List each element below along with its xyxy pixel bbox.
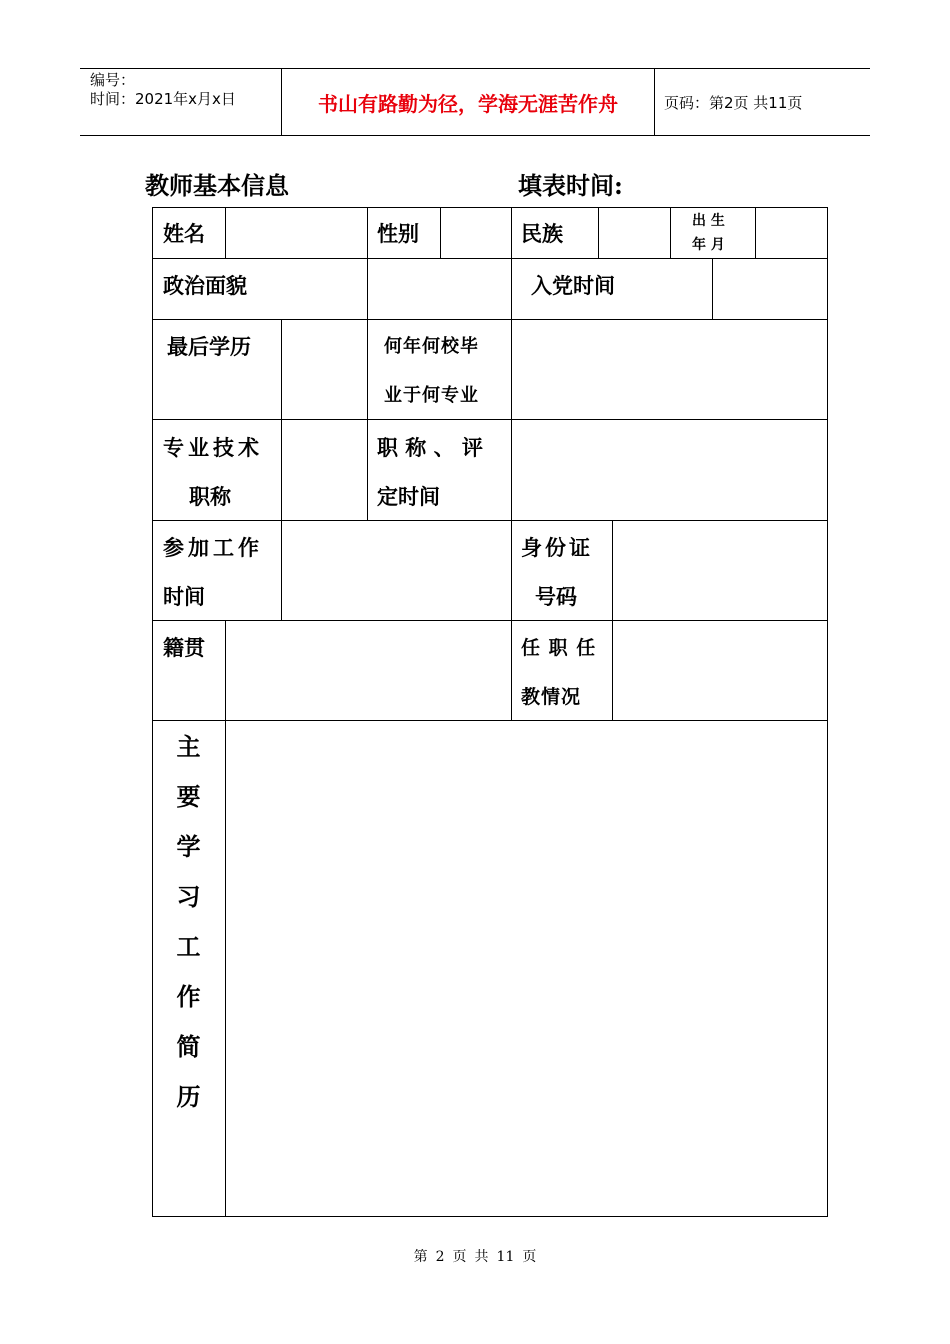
footer-total-pages: 11 [496,1249,515,1265]
label-work-start-line1: 参加工作 [163,535,263,560]
table-rule [152,207,828,208]
resume-char: 要 [176,782,201,811]
label-ethnicity: 民族 [521,221,563,246]
label-party-join-time: 入党时间 [531,273,615,298]
footer-ye: 页 [522,1249,537,1265]
resume-char: 作 [176,982,201,1011]
resume-char: 简 [176,1032,201,1061]
fill-time-label: 填表时间: [518,171,623,200]
header-page-info: 页码：第2页 共11页 [664,94,803,112]
label-birth-line2: 年 月 [692,237,725,253]
label-prof-title-line2: 职称 [189,484,231,509]
table-rule [281,520,282,621]
table-rule [152,620,828,621]
footer-ye: 页 [452,1249,467,1265]
resume-char: 历 [176,1082,201,1111]
table-rule [712,258,713,320]
table-rule [612,620,613,721]
table-rule [152,319,828,320]
table-rule [152,1216,828,1217]
label-birth-line1: 出 生 [692,213,725,229]
label-gender: 性别 [377,221,419,246]
table-rule [598,207,599,259]
header-divider-right [654,69,655,136]
label-teaching-line1: 任 职 任 [521,637,597,659]
table-rule [367,319,368,521]
table-rule [511,319,512,521]
header-time-label: 时间：2021年x月x日 [90,90,236,108]
label-grad-line2: 业于何专业 [384,385,479,406]
label-political-status: 政治面貌 [163,273,247,298]
footer-gong: 共 [474,1249,489,1265]
label-resume [152,722,225,1122]
resume-char: 主 [176,732,201,761]
label-last-education: 最后学历 [167,334,251,359]
label-native-place: 籍贯 [163,635,205,660]
table-rule [511,258,512,320]
page-footer [0,1246,950,1266]
table-rule [367,207,368,259]
form-title: 教师基本信息 [145,171,289,200]
label-name: 姓名 [163,221,205,246]
label-grad-line1: 何年何校毕 [384,336,479,357]
table-rule [152,520,828,521]
header-top-rule [80,68,870,69]
table-rule [225,620,226,721]
table-rule [281,319,282,521]
table-rule [511,207,512,259]
table-rule [670,207,671,259]
resume-char: 工 [176,932,201,961]
label-teaching-line2: 教情况 [521,686,582,708]
table-rule [612,520,613,621]
footer-di: 第 [413,1249,428,1265]
footer-page-number: 2 [435,1249,445,1265]
table-rule [152,419,828,420]
label-id-line2: 号码 [535,584,577,609]
label-prof-title-line1: 专业技术 [163,435,263,460]
label-title-eval-line1: 职 称 、 评 [377,435,483,460]
table-rule [225,720,226,1217]
table-rule [225,207,226,259]
label-title-eval-line2: 定时间 [377,484,440,509]
label-id-line1: 身份证 [521,535,593,560]
table-rule [755,207,756,259]
table-rule [827,207,828,1217]
resume-char: 习 [176,882,201,911]
label-work-start-line2: 时间 [163,584,205,609]
header-bottom-rule [80,135,870,136]
table-rule [152,258,828,259]
header-motto: 书山有路勤为径，学海无涯苦作舟 [318,92,618,116]
table-rule [367,258,368,320]
header-number-label: 编号： [90,71,136,89]
table-rule [511,520,512,621]
table-rule [440,207,441,259]
table-rule [511,620,512,721]
resume-char: 学 [176,832,201,861]
table-rule [152,720,828,721]
